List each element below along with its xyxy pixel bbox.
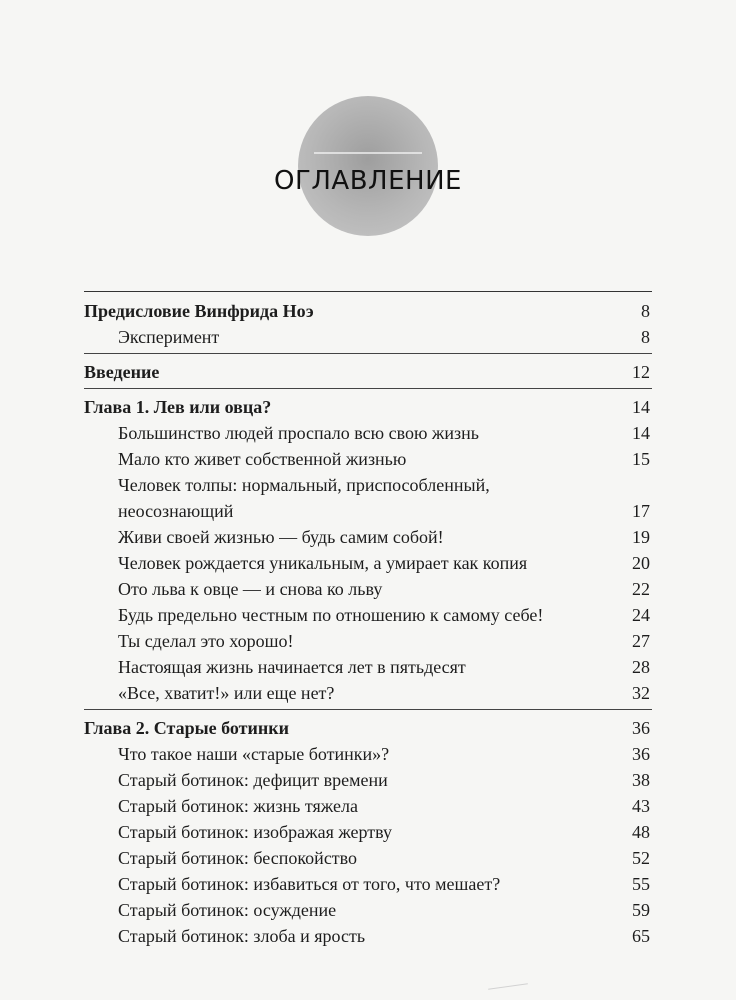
toc-page-number: 17	[632, 501, 650, 521]
toc-entry[interactable]	[84, 845, 652, 871]
dot-leader	[410, 446, 606, 472]
toc-page-number: 14	[632, 423, 650, 443]
dot-leader	[396, 819, 606, 845]
toc-page-number: 59	[632, 900, 650, 920]
toc-entry[interactable]	[84, 576, 652, 602]
toc-top-divider	[84, 291, 652, 292]
toc-page-number: 19	[632, 527, 650, 547]
toc-entry-chapter-2[interactable]	[84, 715, 652, 741]
toc-section-chapter-1	[84, 389, 652, 710]
toc-entry[interactable]	[84, 654, 652, 680]
toc-entry[interactable]	[84, 550, 652, 576]
toc-page-number: 52	[632, 848, 650, 868]
toc-entry-title: Глава 1. Лев или овца?	[84, 397, 272, 417]
toc-entry-title: Настоящая жизнь начинается лет в пятьдесят	[118, 657, 466, 677]
toc-entry-experiment[interactable]	[84, 324, 652, 350]
dot-leader	[448, 524, 606, 550]
dot-leader	[318, 298, 606, 324]
toc-entry-title: Старый ботинок: дефицит времени	[118, 770, 388, 790]
toc-entry-title: Старый ботинок: избавиться от того, что мешает?	[118, 874, 501, 894]
dot-leader	[297, 628, 606, 654]
toc-entry-title: Человек толпы: нормальный, приспособленный, неосознающий	[118, 475, 490, 521]
toc-entry-title: Старый ботинок: изображая жертву	[118, 822, 393, 842]
dot-leader	[504, 871, 606, 897]
toc-entry-title: Будь предельно честным по отношению к самому себе!	[118, 605, 544, 625]
toc-page-number: 8	[641, 327, 650, 347]
toc-page-number: 32	[632, 683, 650, 703]
dot-leader	[531, 550, 606, 576]
toc-page-number: 15	[632, 449, 650, 469]
toc-entry[interactable]	[84, 897, 652, 923]
toc-page-number: 22	[632, 579, 650, 599]
toc-entry-title: «Все, хватит!» или еще нет?	[118, 683, 335, 703]
decorative-line	[314, 152, 422, 154]
toc-entry[interactable]	[84, 741, 652, 767]
toc-entry-title: Старый ботинок: жизнь тяжела	[118, 796, 358, 816]
toc-page-number: 8	[641, 301, 650, 321]
toc-entry-title: Старый ботинок: осуждение	[118, 900, 337, 920]
toc-entry-title: Старый ботинок: беспокойство	[118, 848, 358, 868]
dot-leader	[369, 923, 606, 949]
toc-entry-title: Эксперимент	[118, 327, 220, 347]
toc-entry-title: Живи своей жизнью — будь самим собой!	[118, 527, 444, 547]
toc-entry[interactable]	[84, 472, 652, 524]
toc-entry-title: Старый ботинок: злоба и ярость	[118, 926, 366, 946]
toc-entry[interactable]	[84, 793, 652, 819]
dot-leader	[392, 767, 606, 793]
dot-leader	[275, 394, 606, 420]
page-title: ОГЛАВЛЕНИЕ	[274, 166, 462, 196]
toc-entry-title: Что такое наши «старые ботинки»?	[118, 744, 390, 764]
toc-entry-title: Мало кто живет собственной жизнью	[118, 449, 407, 469]
toc-entry[interactable]	[84, 871, 652, 897]
toc-entry[interactable]	[84, 602, 652, 628]
toc-page-number: 24	[632, 605, 650, 625]
dot-leader	[386, 576, 606, 602]
toc-section-intro	[84, 354, 652, 389]
toc-entry-title: Большинство людей проспало всю свою жизнь	[118, 423, 479, 443]
toc-page-number: 65	[632, 926, 650, 946]
table-of-contents	[84, 293, 652, 952]
toc-entry[interactable]	[84, 524, 652, 550]
dot-leader	[470, 654, 606, 680]
toc-page-number: 55	[632, 874, 650, 894]
paper-scuff-mark	[488, 983, 528, 990]
toc-entry-chapter-1[interactable]	[84, 394, 652, 420]
toc-page-number: 48	[632, 822, 650, 842]
toc-section-preface	[84, 293, 652, 354]
toc-section-chapter-2	[84, 710, 652, 952]
toc-entry-title: Глава 2. Старые ботинки	[84, 718, 289, 738]
toc-entry-preface[interactable]	[84, 298, 652, 324]
toc-entry-intro[interactable]	[84, 359, 652, 385]
toc-page-number: 36	[632, 744, 650, 764]
toc-entry[interactable]	[84, 923, 652, 949]
toc-entry-title: Ото льва к овце — и снова ко льву	[118, 579, 383, 599]
toc-page-number: 28	[632, 657, 650, 677]
toc-entry-title: Человек рождается уникальным, а умирает как копия	[118, 553, 528, 573]
dot-leader	[504, 498, 606, 524]
toc-entry-title: Ты сделал это хорошо!	[118, 631, 294, 651]
toc-entry[interactable]	[84, 767, 652, 793]
toc-page-number: 14	[632, 397, 650, 417]
toc-entry-title: Введение	[84, 362, 160, 382]
toc-page-number: 12	[632, 362, 650, 382]
toc-entry[interactable]	[84, 680, 652, 706]
dot-leader	[293, 715, 606, 741]
toc-page-number: 38	[632, 770, 650, 790]
toc-entry[interactable]	[84, 819, 652, 845]
toc-page-number: 43	[632, 796, 650, 816]
toc-entry-title: Предисловие Винфрида Ноэ	[84, 301, 314, 321]
toc-page-number: 36	[632, 718, 650, 738]
toc-entry[interactable]	[84, 628, 652, 654]
dot-leader	[163, 359, 606, 385]
toc-page-number: 27	[632, 631, 650, 651]
toc-entry[interactable]	[84, 446, 652, 472]
toc-page-number: 20	[632, 553, 650, 573]
dot-leader	[362, 793, 606, 819]
dot-leader	[340, 897, 606, 923]
dot-leader	[223, 324, 606, 350]
dot-leader	[338, 680, 606, 706]
dot-leader	[393, 741, 606, 767]
dot-leader	[361, 845, 606, 871]
toc-entry[interactable]	[84, 420, 652, 446]
dot-leader	[483, 420, 606, 446]
dot-leader	[547, 602, 606, 628]
